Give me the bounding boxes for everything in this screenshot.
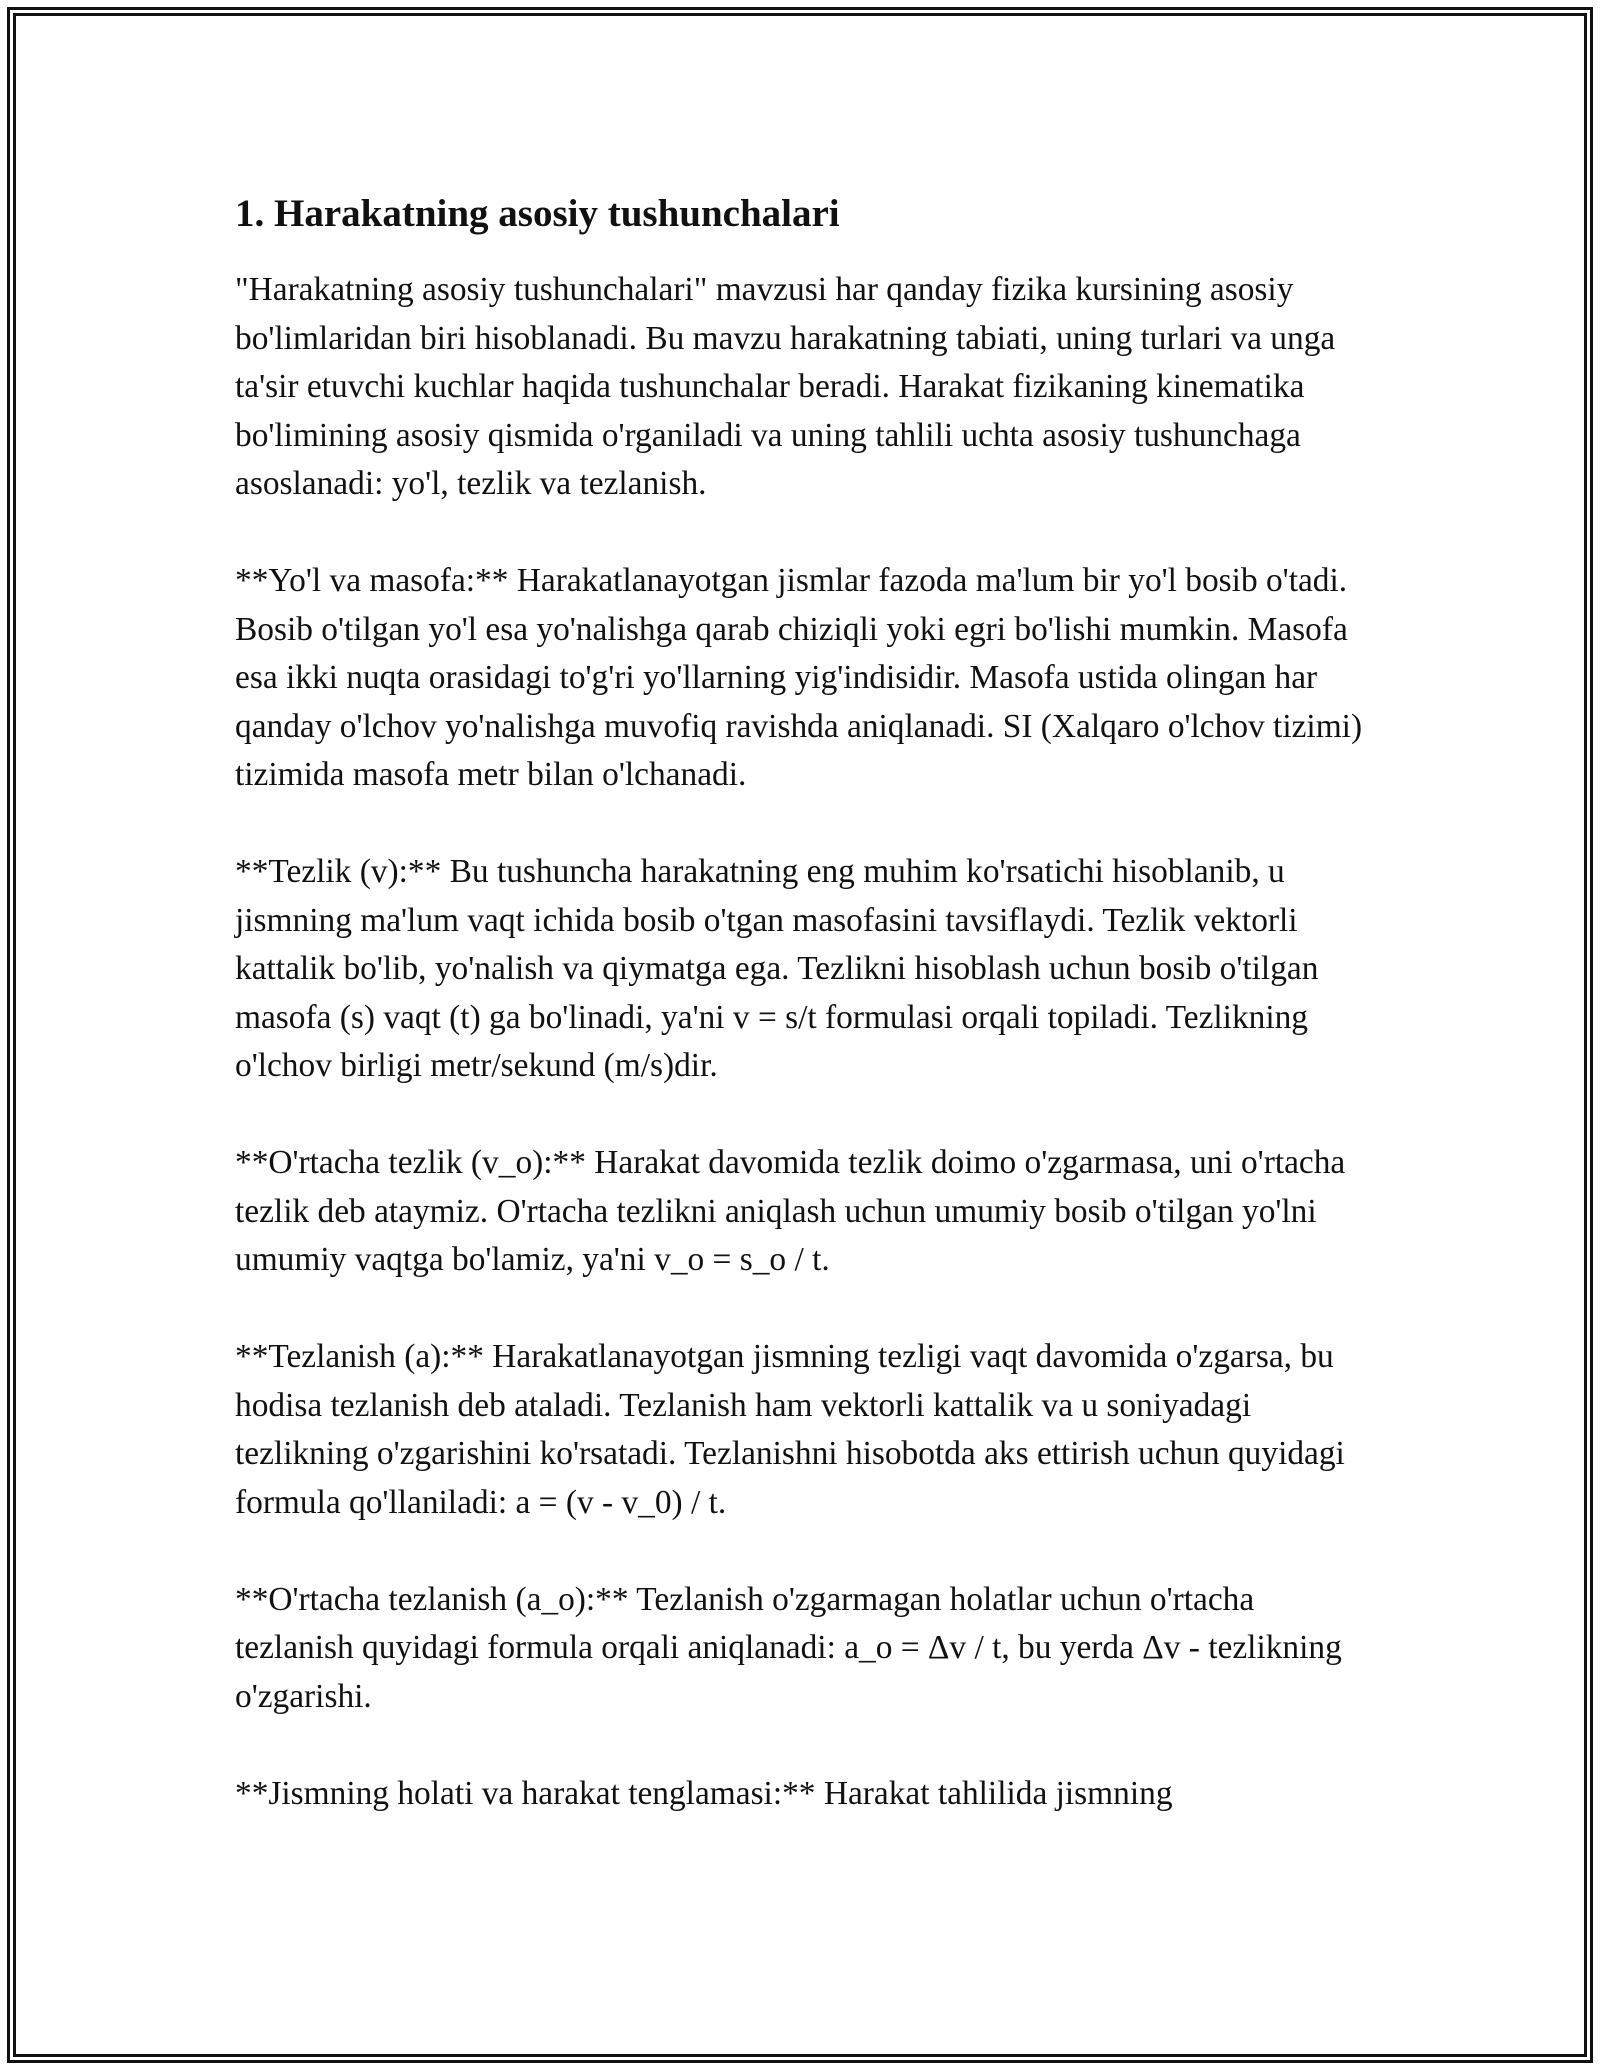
- paragraph-average-velocity: **O'rtacha tezlik (v_o):** Harakat davomida tezlik doimo o'zgarmasa, uni o'rtacha tezlik deb ataymiz. O'rtacha tezlikni aniqlash uchun umumiy bosib o'tilgan yo'lni umumiy vaqtga bo'lamiz, ya'ni v_o = s_o / t.: [235, 1144, 1346, 1278]
- paragraph-velocity: **Tezlik (v):** Bu tushuncha harakatning eng muhim ko'rsatichi hisoblanib, u jismning ma'lum vaqt ichida bosib o'tgan masofasini tavsiflaydi. Tezlik vektorli kattalik bo'lib, yo'nalish va qiymatga ega. Tezlikni hisoblash uchun bosib o'tilgan masofa (s) vaqt (t) ga bo'linadi, ya'ni v = s/t formulasi orqali topiladi. Tezlikning o'lchov birligi metr/sekund (m/s)dir.: [235, 853, 1319, 1084]
- paragraph-average-acceleration: **O'rtacha tezlanish (a_o):** Tezlanish o'zgarmagan holatlar uchun o'rtacha tezlanish quyidagi formula orqali aniqlanadi: a_o = Δv / t, bu yerda Δv - tezlikning o'zgarishi.: [235, 1580, 1342, 1715]
- paragraph-intro: "Harakatning asosiy tushunchalari" mavzusi har qanday fizika kursining asosiy bo'limlaridan biri hisoblanadi. Bu mavzu harakatning tabiati, uning turlari va unga ta'sir etuvchi kuchlar haqida tushunchalar beradi. Harakat fizikaning kinematika bo'limining asosiy qismida o'rganiladi va uning tahlili uchta asosiy tushunchaga asoslanadi: yo'l, tezlik va tezlanish.: [235, 271, 1336, 502]
- paragraph-acceleration: **Tezlanish (a):** Harakatlanayotgan jismning tezligi vaqt davomida o'zgarsa, bu hodisa tezlanish deb ataladi. Tezlanish ham vektorli kattalik va u soniyadagi tezlikning o'zgarishini ko'rsatadi. Tezlanishni hisobotda aks ettirish uchun quyidagi formula qo'llaniladi: a = (v - v_0) / t.: [235, 1338, 1345, 1521]
- section-heading: 1. Harakatning asosiy tushunchalari: [235, 192, 840, 235]
- paragraph-path-distance: **Yo'l va masofa:** Harakatlanayotgan jismlar fazoda ma'lum bir yo'l bosib o'tadi. Bosib o'tilgan yo'l esa yo'nalishga qarab chiziqli yoki egri bo'lishi mumkin. Masofa esa ikki nuqta orasidagi to'g'ri yo'llarning yig'indisidir. Masofa ustida olingan har qanday o'lchov yo'nalishga muvofiq ravishda aniqlanadi. SI (Xalqaro o'lchov tizimi) tizimida masofa metr bilan o'lchanadi.: [235, 562, 1363, 793]
- paragraph-state-equation: **Jismning holati va harakat tenglamasi:** Harakat tahlilida jismning: [235, 1774, 1173, 1812]
- document-body: [235, 186, 1375, 1818]
